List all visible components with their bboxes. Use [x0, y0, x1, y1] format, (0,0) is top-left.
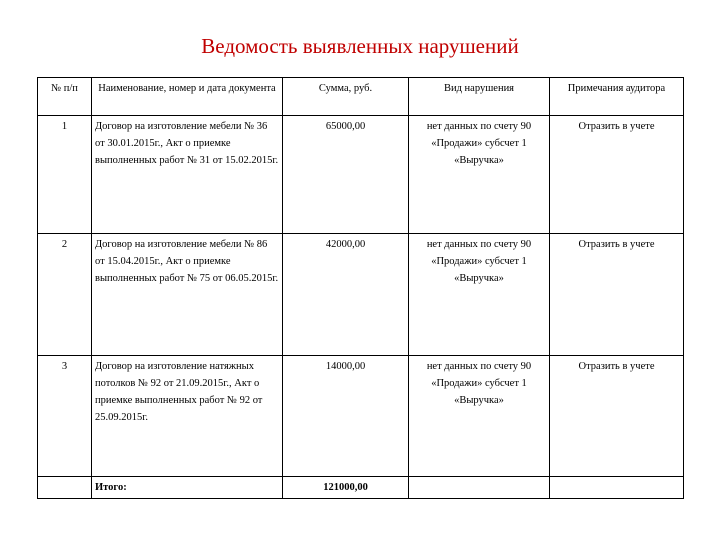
table-row [38, 116, 684, 234]
violation-type-cell: нет данных по счету 90 «Продажи» субсчет 1 «Выручка» [409, 116, 550, 234]
document-cell: Договор на изготовление мебели № 86 от 15.04.2015г., Акт о приемке выполненных работ № 75 от 06.05.2015г. [92, 234, 283, 356]
row-number: 1 [38, 116, 92, 234]
column-header-sum: Сумма, руб. [283, 78, 409, 116]
sum-cell: 65000,00 [283, 116, 409, 234]
column-header-num: № п/п [38, 78, 92, 116]
document-cell: Договор на изготовление мебели № 36 от 30.01.2015г., Акт о приемке выполненных работ № 31 от 15.02.2015г. [92, 116, 283, 234]
auditor-note-cell: Отразить в учете [550, 234, 684, 356]
document-cell: Договор на изготовление натяжных потолков № 92 от 21.09.2015г., Акт о приемке выполненных работ № 92 от 25.09.2015г. [92, 356, 283, 477]
total-empty-cell [38, 477, 92, 499]
table-header-row [38, 78, 684, 116]
sum-cell: 14000,00 [283, 356, 409, 477]
violation-type-cell: нет данных по счету 90 «Продажи» субсчет 1 «Выручка» [409, 234, 550, 356]
violation-type-cell: нет данных по счету 90 «Продажи» субсчет 1 «Выручка» [409, 356, 550, 477]
column-header-document: Наименование, номер и дата документа [92, 78, 283, 116]
total-sum: 121000,00 [283, 477, 409, 499]
total-label: Итого: [92, 477, 283, 499]
total-empty-cell [409, 477, 550, 499]
auditor-note-cell: Отразить в учете [550, 116, 684, 234]
auditor-note-cell: Отразить в учете [550, 356, 684, 477]
column-header-violation-type: Вид нарушения [409, 78, 550, 116]
column-header-auditor-notes: Примечания аудитора [550, 78, 684, 116]
page-title: Ведомость выявленных нарушений [201, 34, 519, 58]
sum-cell: 42000,00 [283, 234, 409, 356]
row-number: 3 [38, 356, 92, 477]
row-number: 2 [38, 234, 92, 356]
total-empty-cell [550, 477, 684, 499]
table-row [38, 234, 684, 356]
table-row [38, 356, 684, 477]
total-row [38, 477, 684, 499]
violations-table [37, 77, 684, 499]
